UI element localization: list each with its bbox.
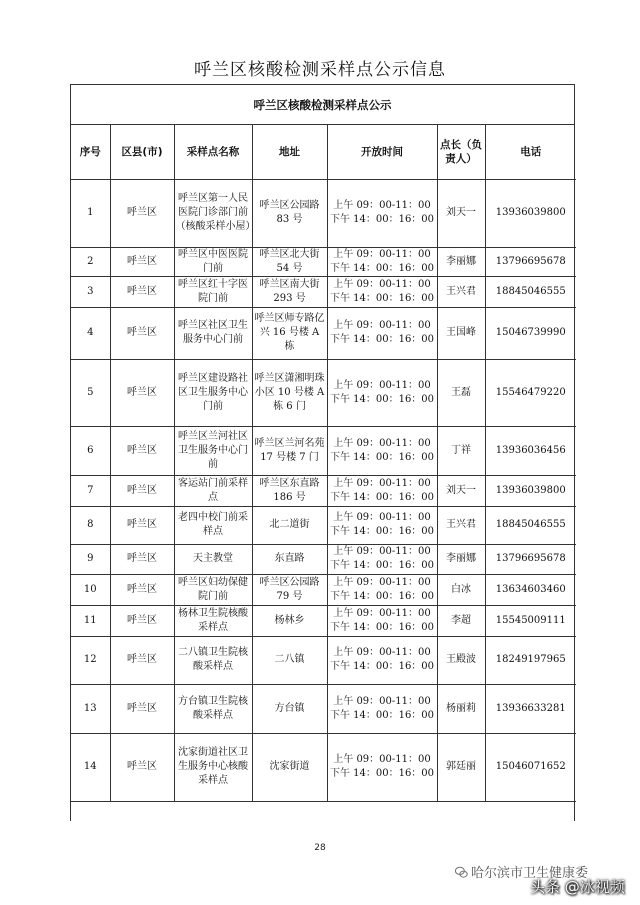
table-row: [71, 179, 576, 247]
hours-afternoon: 下午 14：00：16：00: [329, 214, 435, 225]
wechat-icon: [455, 866, 468, 879]
cell-district: 呼兰区: [110, 276, 174, 307]
header-cell: 点长（负责人）: [437, 125, 485, 179]
cell-leader: 白冰: [437, 574, 485, 605]
hours-morning: 上午 09：00-11：00: [333, 512, 431, 523]
cell-hours: [327, 359, 437, 426]
cell-name: 呼兰区妇幼保健院门前: [174, 574, 252, 605]
hours-morning: 上午 09：00-11：00: [333, 437, 431, 449]
cell-hours: [327, 475, 437, 506]
hours-afternoon: 下午 14：00：16：00: [329, 560, 435, 571]
cell-phone: 13634603460: [485, 574, 576, 605]
header-cell: 采样点名称: [174, 125, 252, 179]
hours-morning: 上午 09：00-11：00: [333, 576, 431, 588]
cell-no: 12: [71, 636, 110, 684]
hours-morning: 上午 09：00-11：00: [333, 477, 431, 489]
cell-district: 呼兰区: [110, 247, 174, 276]
cell-address: 呼兰区公园路 83 号: [252, 179, 327, 247]
cell-phone: 15046071652: [485, 733, 576, 801]
cell-phone: 13936039800: [485, 475, 576, 506]
watermark-source-text: 哈尔滨市卫生健康委: [471, 866, 589, 881]
cell-phone: 13796695678: [485, 544, 576, 574]
hours-morning: 上午 09：00-11：00: [333, 607, 431, 619]
table-title: 呼兰区核酸检测采样点公示: [71, 85, 574, 125]
cell-address: 呼兰区兰河名苑 17 号楼 7 门: [252, 426, 327, 475]
table-row: [71, 574, 576, 605]
cell-name: 二八镇卫生院核酸采样点: [174, 636, 252, 684]
cell-hours: [327, 684, 437, 733]
hours-morning: 上午 09：00-11：00: [333, 379, 431, 391]
cell-no: 3: [71, 276, 110, 307]
cell-hours: [327, 506, 437, 544]
cell-address: 呼兰区南大街 293 号: [252, 276, 327, 307]
hours-afternoon: 下午 14：00：16：00: [329, 590, 435, 602]
cell-leader: 王国峰: [437, 307, 485, 359]
cell-district: 呼兰区: [110, 179, 174, 247]
hours-morning: 上午 09：00-11：00: [333, 546, 431, 557]
cell-name: 呼兰区中医医院门前: [174, 247, 252, 276]
cell-name: 呼兰区红十字医院门前: [174, 276, 252, 307]
cell-leader: 王殿波: [437, 636, 485, 684]
cell-no: 13: [71, 684, 110, 733]
cell-name: 呼兰区建设路社区卫生服务中心门前: [174, 359, 252, 426]
hours-afternoon: 下午 14：00：16：00: [329, 262, 435, 274]
cell-address: 沈家街道: [252, 733, 327, 801]
cell-hours: [327, 179, 437, 247]
header-cell: 电话: [485, 125, 576, 179]
cell-hours: [327, 426, 437, 475]
header-cell: 序号: [71, 125, 110, 179]
cell-district: 呼兰区: [110, 544, 174, 574]
cell-phone: 18845046555: [485, 276, 576, 307]
cell-hours: [327, 636, 437, 684]
cell-district: 呼兰区: [110, 506, 174, 544]
cell-leader: 李丽娜: [437, 544, 485, 574]
cell-phone: 15545009111: [485, 605, 576, 636]
cell-hours: [327, 307, 437, 359]
hours-morning: 上午 09：00-11：00: [333, 695, 431, 707]
cell-hours: [327, 574, 437, 605]
table-row: [71, 359, 576, 426]
cell-district: 呼兰区: [110, 636, 174, 684]
cell-hours: [327, 276, 437, 307]
table-row: [71, 276, 576, 307]
cell-name: 沈家街道社区卫生服务中心核酸采样点: [174, 733, 252, 801]
table-row: [71, 544, 576, 574]
hours-morning: 上午 09：00-11：00: [333, 278, 431, 290]
hours-morning: 上午 09：00-11：00: [333, 320, 431, 331]
header-cell: 地址: [252, 125, 327, 179]
hours-afternoon: 下午 14：00：16：00: [329, 526, 435, 537]
cell-address: 杨林乡: [252, 605, 327, 636]
table-row: [71, 247, 576, 276]
hours-afternoon: 下午 14：00：16：00: [329, 451, 435, 463]
cell-no: 9: [71, 544, 110, 574]
hours-afternoon: 下午 14：00：16：00: [329, 709, 435, 721]
table-row: [71, 733, 576, 801]
cell-hours: [327, 733, 437, 801]
table-sheet: [70, 84, 575, 821]
cell-phone: 15546479220: [485, 359, 576, 426]
hours-afternoon: 下午 14：00：16：00: [329, 661, 435, 672]
cell-phone: 18845046555: [485, 506, 576, 544]
cell-no: 5: [71, 359, 110, 426]
hours-morning: 上午 09：00-11：00: [333, 647, 431, 658]
table-row: [71, 307, 576, 359]
cell-address: 二八镇: [252, 636, 327, 684]
cell-address: 呼兰区潇湘明珠小区 10 号楼 A 栋 6 门: [252, 359, 327, 426]
cell-phone: 15046739990: [485, 307, 576, 359]
header-cell: 开放时间: [327, 125, 437, 179]
cell-hours: [327, 247, 437, 276]
cell-address: 呼兰区师专路亿兴 16 号楼 A 栋: [252, 307, 327, 359]
cell-hours: [327, 544, 437, 574]
cell-phone: 13796695678: [485, 247, 576, 276]
hours-afternoon: 下午 14：00：16：00: [329, 334, 435, 345]
cell-district: 呼兰区: [110, 733, 174, 801]
hours-morning: 上午 09：00-11：00: [333, 248, 431, 260]
table-row: [71, 426, 576, 475]
table-header-row: [71, 125, 576, 179]
cell-address: 呼兰区北大街 54 号: [252, 247, 327, 276]
cell-leader: 刘天一: [437, 179, 485, 247]
cell-name: 呼兰区第一人民医院门诊部门前（核酸采样小屋）: [174, 179, 252, 247]
cell-leader: 李丽娜: [437, 247, 485, 276]
cell-no: 1: [71, 179, 110, 247]
cell-no: 8: [71, 506, 110, 544]
cell-address: 方台镇: [252, 684, 327, 733]
sampling-sites-table: [71, 125, 576, 802]
cell-no: 10: [71, 574, 110, 605]
hours-morning: 上午 09：00-11：00: [333, 754, 431, 765]
cell-leader: 刘天一: [437, 475, 485, 506]
header-cell: 区县(市): [110, 125, 174, 179]
cell-address: 北二道街: [252, 506, 327, 544]
table-row: [71, 475, 576, 506]
document-title: 呼兰区核酸检测采样点公示信息: [194, 60, 446, 80]
cell-district: 呼兰区: [110, 574, 174, 605]
cell-name: 老四中校门前采样点: [174, 506, 252, 544]
cell-hours: [327, 605, 437, 636]
hours-afternoon: 下午 14：00：16：00: [329, 621, 435, 633]
cell-leader: 丁祥: [437, 426, 485, 475]
hours-afternoon: 下午 14：00：16：00: [329, 292, 435, 304]
table-row: [71, 684, 576, 733]
hours-afternoon: 下午 14：00：16：00: [329, 393, 435, 405]
cell-phone: 13936039800: [485, 179, 576, 247]
cell-no: 4: [71, 307, 110, 359]
cell-name: 呼兰区社区卫生服务中心门前: [174, 307, 252, 359]
cell-district: 呼兰区: [110, 426, 174, 475]
cell-address: 呼兰区东直路 186 号: [252, 475, 327, 506]
cell-name: 杨林卫生院核酸采样点: [174, 605, 252, 636]
cell-leader: 李超: [437, 605, 485, 636]
cell-district: 呼兰区: [110, 475, 174, 506]
hours-afternoon: 下午 14：00：16：00: [329, 768, 435, 779]
cell-leader: 杨丽莉: [437, 684, 485, 733]
table-row: [71, 605, 576, 636]
cell-address: 东直路: [252, 544, 327, 574]
hours-morning: 上午 09：00-11：00: [333, 200, 431, 211]
cell-address: 呼兰区公园路 79 号: [252, 574, 327, 605]
cell-no: 6: [71, 426, 110, 475]
cell-district: 呼兰区: [110, 684, 174, 733]
cell-leader: 王磊: [437, 359, 485, 426]
table-row: [71, 506, 576, 544]
cell-phone: 18249197965: [485, 636, 576, 684]
cell-district: 呼兰区: [110, 359, 174, 426]
cell-leader: 王兴君: [437, 506, 485, 544]
cell-phone: 13936036456: [485, 426, 576, 475]
table-row: [71, 636, 576, 684]
cell-name: 客运站门前采样点: [174, 475, 252, 506]
cell-no: 7: [71, 475, 110, 506]
cell-no: 11: [71, 605, 110, 636]
cell-district: 呼兰区: [110, 307, 174, 359]
page-number: 28: [314, 843, 326, 853]
cell-no: 14: [71, 733, 110, 801]
watermark-platform: 头条 @冰视频: [530, 878, 625, 896]
cell-name: 呼兰区兰河社区卫生服务中心门前: [174, 426, 252, 475]
cell-leader: 王兴君: [437, 276, 485, 307]
cell-name: 天主教堂: [174, 544, 252, 574]
cell-no: 2: [71, 247, 110, 276]
cell-phone: 13936633281: [485, 684, 576, 733]
cell-district: 呼兰区: [110, 605, 174, 636]
hours-afternoon: 下午 14：00：16：00: [329, 491, 435, 503]
cell-name: 方台镇卫生院核酸采样点: [174, 684, 252, 733]
cell-leader: 郭廷丽: [437, 733, 485, 801]
